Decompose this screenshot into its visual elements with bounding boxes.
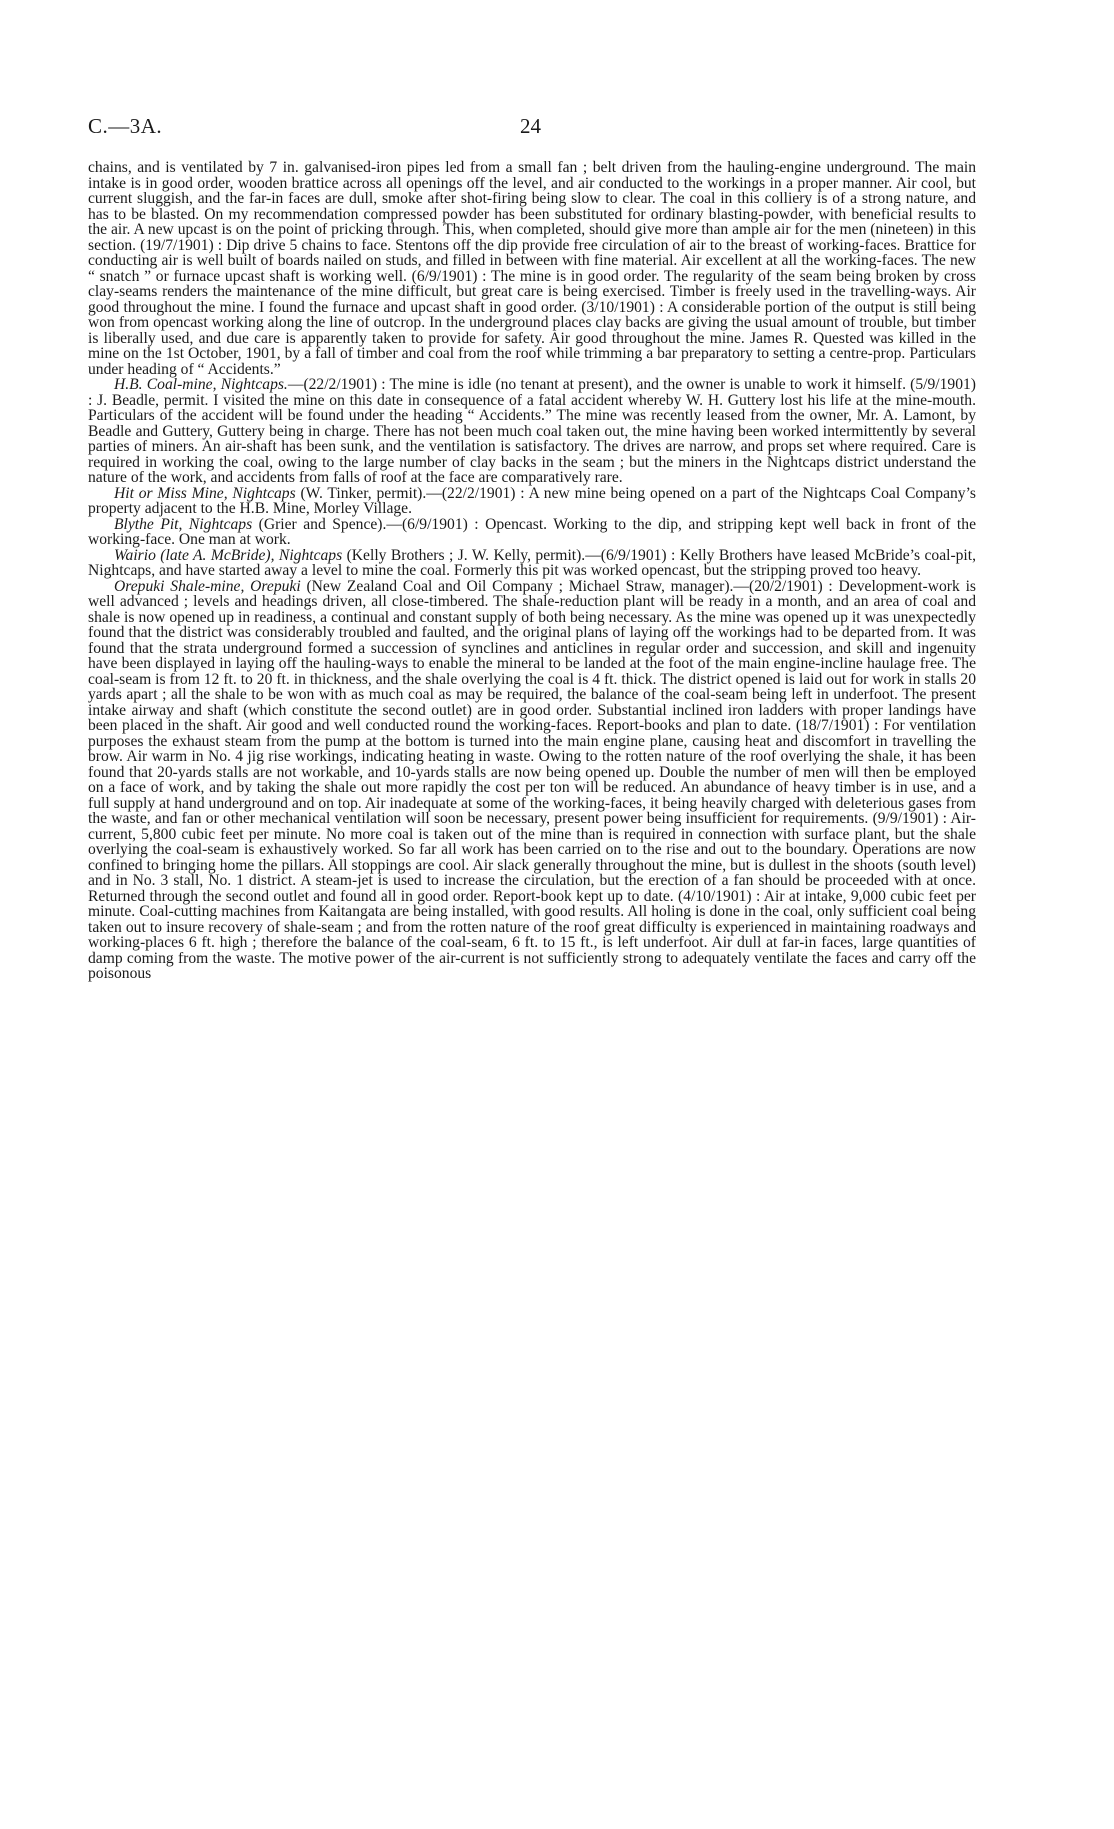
mine-entry-hb [88, 377, 976, 486]
paragraph-text: (Grier and Spence).—(6/9/1901) : Opencast. Working to the dip, and stripping kept well back in front of the working-face. One man at work. [88, 515, 976, 548]
paragraph-text: (W. Tinker, permit).—(22/2/1901) : A new mine being opened on a part of the Nightcaps Coal Company’s property adjacent to the H.B. Mine, Morley Village. [88, 484, 977, 517]
page-header [0, 114, 1114, 144]
mine-title: Hit or Miss Mine, Nightcaps [114, 484, 296, 502]
paragraph-text: —(22/2/1901) : The mine is idle (no tenant at present), and the owner is unable to work it himself. (5/9/1901) : J. Beadle, permit. I visited the mine on this date in consequence of a fatal accident whereby W. H. Guttery lost his life at the mine-mouth. Particulars of the accident will be found under the heading “ Accidents.” The mine was recently leased from the owner, Mr. A. Lamont, by Beadle and Guttery, Guttery being in charge. There has not been much coal taken out, the mine having been worked intermittently by several parties of miners. An air-shaft has been sunk, and the ventilation is satisfactory. The drives are narrow, and props set where required. Care is required in working the coal, owing to the large number of clay backs in the seam ; but the miners in the Nightcaps district understand the nature of the work, and accidents from falls of roof at the face are comparatively rare. [88, 376, 976, 486]
paragraph-continuation [88, 160, 976, 377]
mine-title: Wairio (late A. McBride), Nightcaps [114, 546, 343, 564]
page-number: 24 [520, 114, 541, 138]
mine-title: Orepuki Shale-mine, Orepuki [114, 577, 301, 595]
mine-entry-orepuki [88, 579, 976, 982]
mine-entry-wairio [88, 548, 976, 579]
mine-title: Blythe Pit, Nightcaps [114, 515, 253, 533]
document-reference: C.—3A. [88, 114, 163, 138]
body-text [88, 160, 976, 982]
mine-title: H.B. Coal-mine, Nightcaps. [114, 376, 288, 393]
paragraph-text: chains, and is ventilated by 7 in. galvanised-iron pipes led from a small fan ; belt driven from the hauling-engine underground. The main intake is in good order, wooden brattice across all openings off the level, and air conducted to the workings in a proper manner. Air cool, but current sluggish, and the far-in faces are dull, smoke after shot-firing being slow to clear. The coal in this colliery is of a strong nature, and has to be blasted. On my recommendation compressed powder has been substituted for ordinary blasting-powder, with beneficial results to the air. A new upcast is on the point of pricking through. This, when completed, should give more than ample air for the men (nineteen) in this section. (19/7/1901) : Dip drive 5 chains to face. Stentons off the dip provide free circulation of air to the breast of working-faces. Brattice for conducting air is well built of boards nailed on studs, and filled in between with fine material. Air excellent at all the working-faces. The new “ snatch ” or furnace upcast shaft is working well. (6/9/1901) : The mine is in good order. The regularity of the seam being broken by cross clay-seams renders the maintenance of the mine difficult, but great care is being exercised. Timber is freely used in the travelling-ways. Air good throughout the mine. I found the furnace and upcast shaft in good order. (3/10/1901) : A considerable portion of the output is still being won from opencast working along the line of outcrop. In the underground places clay backs are giving the usual amount of trouble, but timber is liberally used, and due care is apparently taken to provide for safety. Air good throughout the mine. James R. Quested was killed in the mine on the 1st October, 1901, by a fall of timber and coal from the roof while trimming a bar preparatory to setting a centre-prop. Particulars under heading of “ Accidents.” [88, 159, 976, 378]
mine-entry-blythe [88, 517, 976, 548]
mine-entry-hit-or-miss [88, 486, 976, 517]
paragraph-text: (New Zealand Coal and Oil Company ; Michael Straw, manager).—(20/2/1901) : Development-work is well advanced ; levels and headings driven, all close-timbered. The shale-reduction plant will be ready in a month, and an area of coal and shale is now opened up in readiness, a continual and constant supply of both being necessary. As the mine was opened up it was unexpectedly found that the district was considerably troubled and faulted, and the original plans of laying off the workings had to be departed from. It was found that the strata underground formed a succession of synclines and anticlines in regular order and succession, and skill and ingenuity have been displayed in laying off the hauling-ways to enable the mineral to be landed at the foot of the main engine-incline haulage free. The coal-seam is from 12 ft. to 20 ft. in thickness, and the shale overlying the coal is 4 ft. thick. The district opened is laid out for work in stalls 20 yards apart ; all the shale to be won with as much coal as may be required, the balance of the coal-seam being left in underfoot. The present intake airway and shaft (which constitute the second outlet) are in good order. Substantial inclined iron ladders with proper landings have been placed in the shaft. Air good and well conducted round the working-faces. Report-books and plan to date. (18/7/1901) : For ventilation purposes the exhaust steam from the pump at the bottom is turned into the main engine plane, causing heat and discomfort in travelling the brow. Air warm in No. 4 jig rise workings, indicating heating in waste. Owing to the rotten nature of the roof overlying the shale, it has been found that 20-yards stalls are not workable, and 10-yards stalls are now being opened up. Double the number of men will then be employed on a face of work, and by taking the shale out more rapidly the cost per ton will be reduced. An abundance of heavy timber is in use, and a full supply at hand underground and on top. Air inadequate at some of the working-faces, it being heavily charged with deleterious gases from the waste, and fan or other mechanical ventilation will soon be necessary, present power being insufficient for requirements. (9/9/1901) : Air-current, 5,800 cubic feet per minute. No more coal is taken out of the mine than is required in connection with surface plant, but the shale overlying the coal-seam is exhaustively worked. So far all work has been carried on to the rise and out to the boundary. Operations are now confined to bringing home the pillars. All stoppings are cool. Air slack generally throughout the mine, but is dullest in the shoots (south level) and in No. 3 stall, No. 1 district. A steam-jet is used to increase the circulation, but the erection of a fan should be proceeded with at once. Returned through the second outlet and found all in good order. Report-book kept up to date. (4/10/1901) : Air at intake, 9,000 cubic feet per minute. Coal-cutting machines from Kaitangata are being installed, with good results. All holing is done in the coal, only sufficient coal being taken out to insure recovery of shale-seam ; and from the rotten nature of the roof great difficulty is experienced in maintaining roadways and working-places 6 ft. high ; therefore the balance of the coal-seam, 6 ft. to 15 ft., is left underfoot. Air dull at far-in faces, large quantities of damp coming from the waste. The motive power of the air-current is not sufficiently strong to adequately ventilate the faces and carry off the poisonous [88, 577, 976, 982]
paragraph-text: (Kelly Brothers ; J. W. Kelly, permit).—(6/9/1901) : Kelly Brothers have leased McBride’s coal-pit, Nightcaps, and have started away a level to mine the coal. Formerly this pit was worked opencast, but the stripping proved too heavy. [88, 546, 976, 579]
